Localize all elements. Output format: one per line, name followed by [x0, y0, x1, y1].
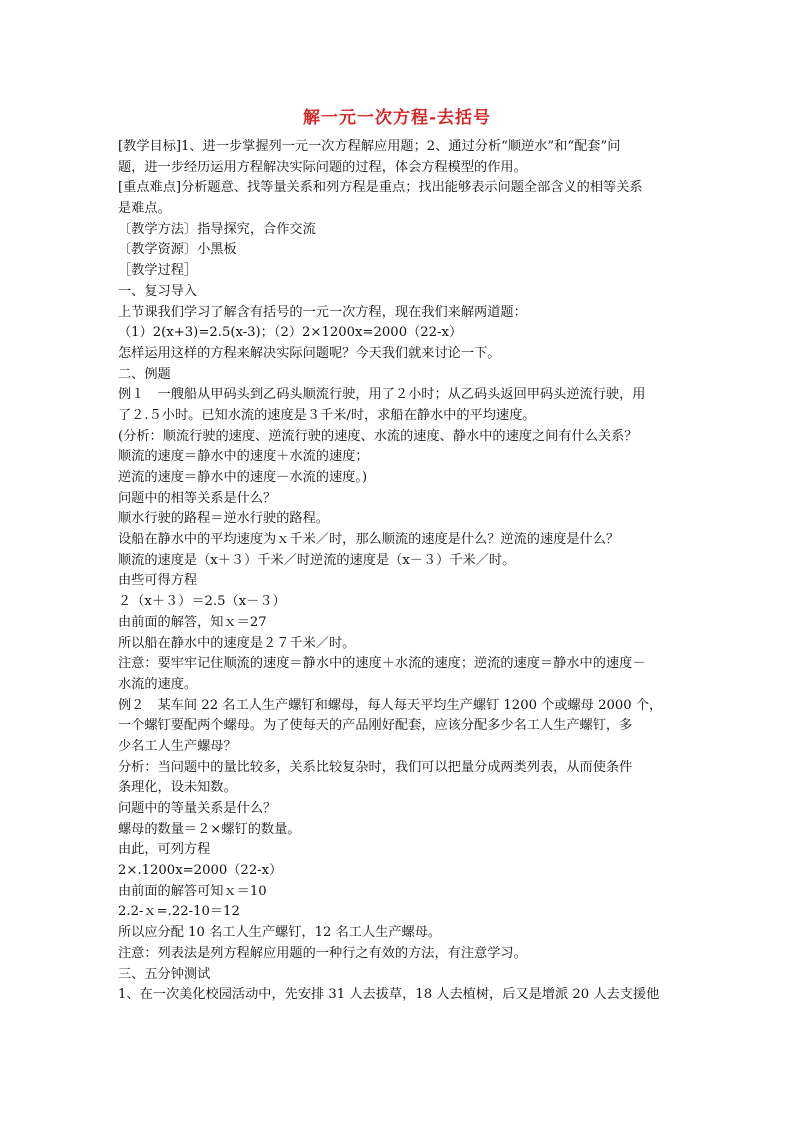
- text-line: 上节课我们学习了解含有括号的一元一次方程，现在我们来解两道题：: [118, 304, 527, 320]
- text-line: 少名工人生产螺母？: [118, 738, 237, 754]
- text-line: ２（x＋３）＝2.5（x－３）: [118, 594, 286, 610]
- text-line: 由前面的解答可知ｘ＝10: [118, 883, 267, 899]
- text-line: ［教学过程］: [118, 263, 198, 279]
- text-line: 螺母的数量＝２×螺钉的数量。: [118, 821, 301, 837]
- text-line: 所以应分配 10 名工人生产螺钉，12 名工人生产螺母。: [118, 925, 442, 941]
- text-line: 注意：要牢牢记住顺流的速度＝静水中的速度＋水流的速度；逆流的速度＝静水中的速度－: [118, 656, 646, 672]
- text-line: 二、例题: [118, 366, 171, 382]
- text-line: 条理化，设未知数。: [118, 780, 237, 796]
- text-line: 1、在一次美化校园活动中，先安排 31 人去拔草，18 人去植树，后又是增派 20 人去支援他: [118, 987, 660, 1003]
- document-title: 解一元一次方程-去括号: [302, 108, 492, 128]
- text-line: 顺流的速度是（x＋３）千米／时逆流的速度是（x－３）千米／时。: [118, 552, 516, 568]
- text-line: 由前面的解答，知ｘ＝27: [118, 614, 267, 630]
- text-line: 分析：当问题中的量比较多，关系比较复杂时，我们可以把量分成两类列表，从而使条件: [118, 759, 633, 775]
- text-line: 怎样运用这样的方程来解决实际问题呢？今天我们就来讨论一下。: [118, 345, 501, 361]
- text-line: [教学目标]1、进一步掌握列一元一次方程解应用题；2、通过分析“顺逆水”和“配套”问: [118, 139, 621, 154]
- text-line: 注意：列表法是列方程解应用题的一种行之有效的方法，有注意学习。: [118, 945, 527, 961]
- text-line: （1）2(x+3)=2.5(x-3)；（2）2×1200x=2000（22-x）: [118, 325, 463, 341]
- text-line: 问题中的相等关系是什么？: [118, 490, 277, 506]
- text-line: 水流的速度。: [118, 676, 198, 692]
- text-line: 例１ 一艘船从甲码头到乙码头顺流行驶，用了２小时；从乙码头返回甲码头逆流行驶，用: [118, 387, 646, 403]
- text-line: 由些可得方程: [118, 573, 198, 589]
- text-line: (分析：顺流行驶的速度、逆流行驶的速度、水流的速度、静水中的速度之间有什么关系？: [118, 428, 638, 444]
- text-line: 顺流的速度＝静水中的速度＋水流的速度；: [118, 449, 369, 465]
- document-body: [118, 137, 680, 1006]
- text-line: 设船在静水中的平均速度为ｘ千米／时，那么顺流的速度是什么？逆流的速度是什么？: [118, 532, 620, 548]
- text-line: 一个螺钉要配两个螺母。为了使每天的产品刚好配套，应该分配多少名工人生产螺钉，多: [118, 718, 633, 734]
- text-line: 了２.５小时。已知水流的速度是３千米/时，求船在静水中的平均速度。: [118, 407, 536, 423]
- text-line: [重点难点]分析题意、找等量关系和列方程是重点；找出能够表示问题全部含义的相等关系: [118, 180, 643, 196]
- text-line: 〔教学方法〕指导探究，合作交流: [118, 221, 316, 237]
- text-line: 2.2-ｘ=.22-10＝12: [118, 904, 240, 920]
- text-line: 是难点。: [118, 201, 171, 217]
- text-line: 〔教学资源〕小黑板: [118, 242, 237, 258]
- text-line: 问题中的等量关系是什么？: [118, 801, 277, 816]
- text-line: 题，进一步经历运用方程解决实际问题的过程，体会方程模型的作用。: [118, 159, 527, 175]
- text-line: 顺水行驶的路程＝逆水行驶的路程。: [118, 511, 329, 527]
- text-line: 一、复习导入: [118, 283, 198, 299]
- text-line: 由此，可列方程: [118, 842, 211, 858]
- text-line: 三、五分钟测试: [118, 966, 211, 982]
- text-line: 所以船在静水中的速度是２７千米／时。: [118, 635, 356, 651]
- text-line: 例２ 某车间 22 名工人生产螺钉和螺母，每人每天平均生产螺钉 1200 个或螺母 2000 个，: [118, 697, 663, 713]
- text-line: 逆流的速度＝静水中的速度－水流的速度。): [118, 470, 368, 485]
- text-line: 2×.1200x=2000（22-x）: [118, 863, 283, 879]
